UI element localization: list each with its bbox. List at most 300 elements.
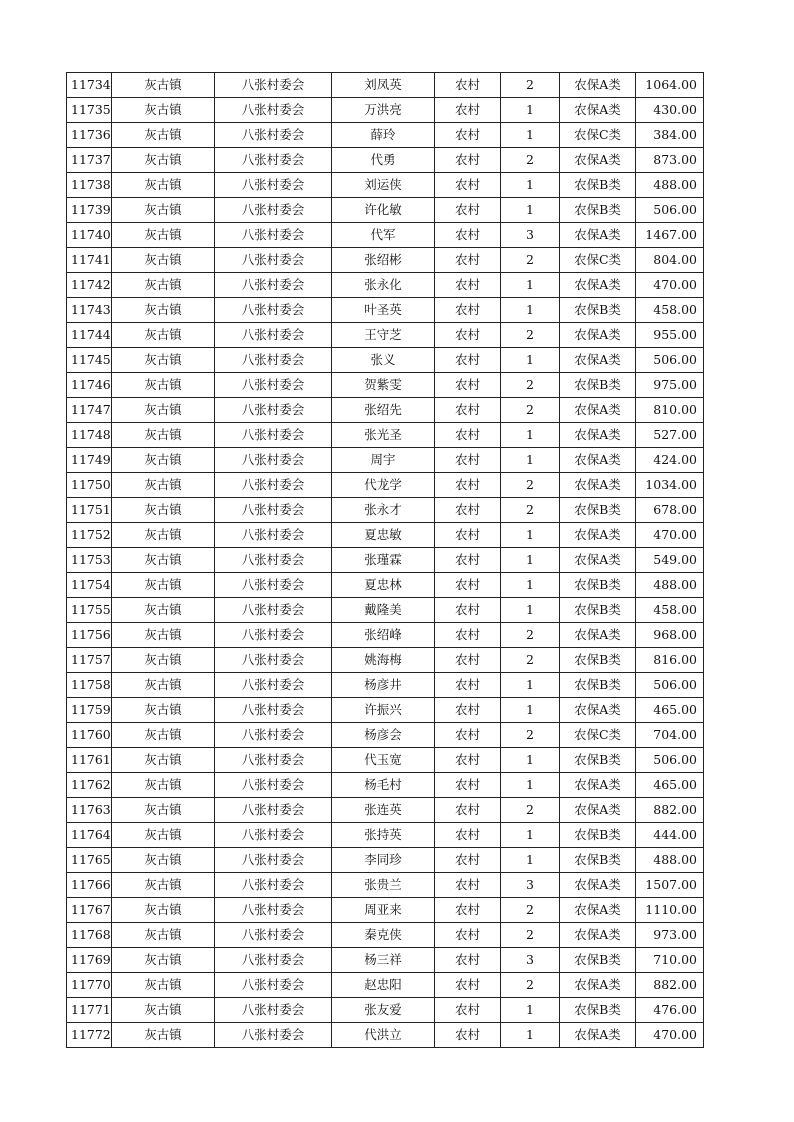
area-type-cell: 农村 (435, 148, 501, 173)
amount-cell: 804.00 (636, 248, 704, 273)
insurance-category-cell: 农保A类 (560, 873, 636, 898)
table-row (67, 323, 704, 348)
household-size-cell: 1 (501, 1023, 560, 1048)
record-id-cell: 11749 (67, 448, 112, 473)
record-id-cell: 11770 (67, 973, 112, 998)
insurance-category-cell: 农保A类 (560, 423, 636, 448)
area-type-cell: 农村 (435, 898, 501, 923)
person-name-cell: 杨三祥 (332, 948, 435, 973)
town-cell: 灰古镇 (112, 323, 215, 348)
table-row (67, 948, 704, 973)
household-size-cell: 1 (501, 998, 560, 1023)
town-cell: 灰古镇 (112, 598, 215, 623)
area-type-cell: 农村 (435, 223, 501, 248)
household-size-cell: 2 (501, 148, 560, 173)
table-row (67, 898, 704, 923)
amount-cell: 470.00 (636, 273, 704, 298)
village-committee-cell: 八张村委会 (215, 673, 332, 698)
person-name-cell: 杨彦井 (332, 673, 435, 698)
village-committee-cell: 八张村委会 (215, 773, 332, 798)
record-id-cell: 11745 (67, 348, 112, 373)
town-cell: 灰古镇 (112, 223, 215, 248)
town-cell: 灰古镇 (112, 823, 215, 848)
village-committee-cell: 八张村委会 (215, 573, 332, 598)
table-row (67, 223, 704, 248)
amount-cell: 465.00 (636, 698, 704, 723)
amount-cell: 488.00 (636, 848, 704, 873)
person-name-cell: 许化敏 (332, 198, 435, 223)
table-row (67, 748, 704, 773)
village-committee-cell: 八张村委会 (215, 648, 332, 673)
amount-cell: 506.00 (636, 748, 704, 773)
village-committee-cell: 八张村委会 (215, 548, 332, 573)
table-row (67, 298, 704, 323)
town-cell: 灰古镇 (112, 923, 215, 948)
household-size-cell: 1 (501, 348, 560, 373)
household-size-cell: 1 (501, 523, 560, 548)
village-committee-cell: 八张村委会 (215, 498, 332, 523)
record-id-cell: 11758 (67, 673, 112, 698)
insurance-category-cell: 农保A类 (560, 973, 636, 998)
amount-cell: 1110.00 (636, 898, 704, 923)
person-name-cell: 李同珍 (332, 848, 435, 873)
table-row (67, 973, 704, 998)
area-type-cell: 农村 (435, 823, 501, 848)
person-name-cell: 杨毛村 (332, 773, 435, 798)
area-type-cell: 农村 (435, 523, 501, 548)
insurance-category-cell: 农保B类 (560, 648, 636, 673)
town-cell: 灰古镇 (112, 848, 215, 873)
area-type-cell: 农村 (435, 623, 501, 648)
insurance-category-cell: 农保A类 (560, 323, 636, 348)
town-cell: 灰古镇 (112, 73, 215, 98)
table-row (67, 448, 704, 473)
town-cell: 灰古镇 (112, 498, 215, 523)
insurance-category-cell: 农保A类 (560, 623, 636, 648)
record-id-cell: 11746 (67, 373, 112, 398)
household-size-cell: 3 (501, 223, 560, 248)
table-row (67, 1023, 704, 1048)
person-name-cell: 张永化 (332, 273, 435, 298)
town-cell: 灰古镇 (112, 673, 215, 698)
amount-cell: 882.00 (636, 798, 704, 823)
amount-cell: 1507.00 (636, 873, 704, 898)
town-cell: 灰古镇 (112, 998, 215, 1023)
area-type-cell: 农村 (435, 373, 501, 398)
table-row (67, 698, 704, 723)
insurance-category-cell: 农保B类 (560, 748, 636, 773)
amount-cell: 488.00 (636, 573, 704, 598)
household-size-cell: 2 (501, 973, 560, 998)
amount-cell: 465.00 (636, 773, 704, 798)
village-committee-cell: 八张村委会 (215, 848, 332, 873)
household-size-cell: 1 (501, 573, 560, 598)
person-name-cell: 姚海梅 (332, 648, 435, 673)
record-id-cell: 11743 (67, 298, 112, 323)
household-size-cell: 2 (501, 923, 560, 948)
record-id-cell: 11750 (67, 473, 112, 498)
household-size-cell: 1 (501, 98, 560, 123)
insurance-category-cell: 农保B类 (560, 298, 636, 323)
table-row (67, 398, 704, 423)
person-name-cell: 张友爱 (332, 998, 435, 1023)
insurance-category-cell: 农保B类 (560, 823, 636, 848)
insurance-category-cell: 农保A类 (560, 898, 636, 923)
insurance-category-cell: 农保A类 (560, 148, 636, 173)
amount-cell: 678.00 (636, 498, 704, 523)
town-cell: 灰古镇 (112, 123, 215, 148)
insurance-category-cell: 农保B类 (560, 998, 636, 1023)
record-id-cell: 11736 (67, 123, 112, 148)
area-type-cell: 农村 (435, 498, 501, 523)
village-committee-cell: 八张村委会 (215, 698, 332, 723)
table-row (67, 473, 704, 498)
town-cell: 灰古镇 (112, 748, 215, 773)
person-name-cell: 夏忠林 (332, 573, 435, 598)
village-committee-cell: 八张村委会 (215, 798, 332, 823)
person-name-cell: 许振兴 (332, 698, 435, 723)
area-type-cell: 农村 (435, 73, 501, 98)
town-cell: 灰古镇 (112, 898, 215, 923)
person-name-cell: 张连英 (332, 798, 435, 823)
household-size-cell: 2 (501, 723, 560, 748)
record-id-cell: 11765 (67, 848, 112, 873)
household-size-cell: 1 (501, 298, 560, 323)
town-cell: 灰古镇 (112, 648, 215, 673)
insurance-category-cell: 农保B类 (560, 573, 636, 598)
person-name-cell: 张瑾霖 (332, 548, 435, 573)
person-name-cell: 代龙学 (332, 473, 435, 498)
village-committee-cell: 八张村委会 (215, 723, 332, 748)
amount-cell: 470.00 (636, 1023, 704, 1048)
household-size-cell: 2 (501, 323, 560, 348)
record-id-cell: 11741 (67, 248, 112, 273)
amount-cell: 704.00 (636, 723, 704, 748)
household-size-cell: 2 (501, 798, 560, 823)
record-id-cell: 11744 (67, 323, 112, 348)
insurance-category-cell: 农保A类 (560, 548, 636, 573)
table-row (67, 873, 704, 898)
village-committee-cell: 八张村委会 (215, 398, 332, 423)
village-committee-cell: 八张村委会 (215, 898, 332, 923)
table-row (67, 173, 704, 198)
household-size-cell: 2 (501, 898, 560, 923)
insurance-category-cell: 农保B类 (560, 848, 636, 873)
household-size-cell: 1 (501, 773, 560, 798)
record-id-cell: 11740 (67, 223, 112, 248)
area-type-cell: 农村 (435, 998, 501, 1023)
town-cell: 灰古镇 (112, 448, 215, 473)
amount-cell: 527.00 (636, 423, 704, 448)
village-committee-cell: 八张村委会 (215, 198, 332, 223)
record-id-cell: 11769 (67, 948, 112, 973)
village-committee-cell: 八张村委会 (215, 523, 332, 548)
village-committee-cell: 八张村委会 (215, 298, 332, 323)
person-name-cell: 薛玲 (332, 123, 435, 148)
town-cell: 灰古镇 (112, 1023, 215, 1048)
village-committee-cell: 八张村委会 (215, 473, 332, 498)
person-name-cell: 张绍峰 (332, 623, 435, 648)
record-id-cell: 11759 (67, 698, 112, 723)
record-id-cell: 11748 (67, 423, 112, 448)
table-row (67, 348, 704, 373)
household-size-cell: 1 (501, 448, 560, 473)
person-name-cell: 戴隆美 (332, 598, 435, 623)
town-cell: 灰古镇 (112, 723, 215, 748)
area-type-cell: 农村 (435, 948, 501, 973)
town-cell: 灰古镇 (112, 148, 215, 173)
town-cell: 灰古镇 (112, 623, 215, 648)
village-committee-cell: 八张村委会 (215, 623, 332, 648)
area-type-cell: 农村 (435, 723, 501, 748)
insurance-category-cell: 农保A类 (560, 448, 636, 473)
amount-cell: 1034.00 (636, 473, 704, 498)
area-type-cell: 农村 (435, 873, 501, 898)
record-id-cell: 11763 (67, 798, 112, 823)
amount-cell: 384.00 (636, 123, 704, 148)
village-committee-cell: 八张村委会 (215, 248, 332, 273)
village-committee-cell: 八张村委会 (215, 73, 332, 98)
town-cell: 灰古镇 (112, 398, 215, 423)
area-type-cell: 农村 (435, 248, 501, 273)
area-type-cell: 农村 (435, 548, 501, 573)
village-committee-cell: 八张村委会 (215, 948, 332, 973)
area-type-cell: 农村 (435, 973, 501, 998)
amount-cell: 506.00 (636, 198, 704, 223)
table-row (67, 148, 704, 173)
table-row (67, 248, 704, 273)
area-type-cell: 农村 (435, 698, 501, 723)
insurance-category-cell: 农保B类 (560, 198, 636, 223)
person-name-cell: 王守芝 (332, 323, 435, 348)
table-row (67, 923, 704, 948)
amount-cell: 973.00 (636, 923, 704, 948)
person-name-cell: 张绍彬 (332, 248, 435, 273)
person-name-cell: 代勇 (332, 148, 435, 173)
table-row (67, 823, 704, 848)
area-type-cell: 农村 (435, 773, 501, 798)
amount-cell: 488.00 (636, 173, 704, 198)
record-id-cell: 11764 (67, 823, 112, 848)
record-id-cell: 11772 (67, 1023, 112, 1048)
town-cell: 灰古镇 (112, 473, 215, 498)
household-size-cell: 2 (501, 648, 560, 673)
record-id-cell: 11735 (67, 98, 112, 123)
town-cell: 灰古镇 (112, 273, 215, 298)
insurance-category-cell: 农保B类 (560, 598, 636, 623)
person-name-cell: 刘运侠 (332, 173, 435, 198)
record-id-cell: 11753 (67, 548, 112, 573)
table-row (67, 98, 704, 123)
village-committee-cell: 八张村委会 (215, 823, 332, 848)
person-name-cell: 张光圣 (332, 423, 435, 448)
village-committee-cell: 八张村委会 (215, 373, 332, 398)
table-row (67, 673, 704, 698)
area-type-cell: 农村 (435, 123, 501, 148)
person-name-cell: 张持英 (332, 823, 435, 848)
town-cell: 灰古镇 (112, 423, 215, 448)
village-committee-cell: 八张村委会 (215, 598, 332, 623)
household-size-cell: 2 (501, 498, 560, 523)
insurance-category-cell: 农保A类 (560, 798, 636, 823)
person-name-cell: 张贵兰 (332, 873, 435, 898)
table-row (67, 498, 704, 523)
person-name-cell: 贺紫雯 (332, 373, 435, 398)
town-cell: 灰古镇 (112, 973, 215, 998)
area-type-cell: 农村 (435, 848, 501, 873)
amount-cell: 458.00 (636, 298, 704, 323)
insurance-category-cell: 农保B类 (560, 948, 636, 973)
area-type-cell: 农村 (435, 398, 501, 423)
record-id-cell: 11755 (67, 598, 112, 623)
table-row (67, 523, 704, 548)
record-id-cell: 11766 (67, 873, 112, 898)
roster-table (66, 72, 704, 1048)
town-cell: 灰古镇 (112, 298, 215, 323)
town-cell: 灰古镇 (112, 773, 215, 798)
amount-cell: 549.00 (636, 548, 704, 573)
village-committee-cell: 八张村委会 (215, 748, 332, 773)
person-name-cell: 万洪亮 (332, 98, 435, 123)
insurance-category-cell: 农保A类 (560, 398, 636, 423)
household-size-cell: 2 (501, 398, 560, 423)
table-row (67, 998, 704, 1023)
town-cell: 灰古镇 (112, 173, 215, 198)
person-name-cell: 刘凤英 (332, 73, 435, 98)
person-name-cell: 代洪立 (332, 1023, 435, 1048)
insurance-category-cell: 农保A类 (560, 73, 636, 98)
table-row (67, 798, 704, 823)
table-row (67, 548, 704, 573)
record-id-cell: 11771 (67, 998, 112, 1023)
person-name-cell: 代军 (332, 223, 435, 248)
household-size-cell: 1 (501, 123, 560, 148)
record-id-cell: 11751 (67, 498, 112, 523)
insurance-category-cell: 农保A类 (560, 223, 636, 248)
area-type-cell: 农村 (435, 98, 501, 123)
amount-cell: 458.00 (636, 598, 704, 623)
table-row (67, 73, 704, 98)
insurance-category-cell: 农保A类 (560, 1023, 636, 1048)
person-name-cell: 叶圣英 (332, 298, 435, 323)
table-row (67, 123, 704, 148)
table-row (67, 273, 704, 298)
person-name-cell: 代玉宽 (332, 748, 435, 773)
area-type-cell: 农村 (435, 473, 501, 498)
village-committee-cell: 八张村委会 (215, 923, 332, 948)
insurance-category-cell: 农保A类 (560, 773, 636, 798)
village-committee-cell: 八张村委会 (215, 173, 332, 198)
household-size-cell: 1 (501, 273, 560, 298)
amount-cell: 424.00 (636, 448, 704, 473)
village-committee-cell: 八张村委会 (215, 873, 332, 898)
area-type-cell: 农村 (435, 448, 501, 473)
town-cell: 灰古镇 (112, 98, 215, 123)
record-id-cell: 11747 (67, 398, 112, 423)
person-name-cell: 赵忠阳 (332, 973, 435, 998)
record-id-cell: 11738 (67, 173, 112, 198)
household-size-cell: 1 (501, 698, 560, 723)
area-type-cell: 农村 (435, 598, 501, 623)
village-committee-cell: 八张村委会 (215, 448, 332, 473)
household-size-cell: 1 (501, 173, 560, 198)
household-size-cell: 1 (501, 423, 560, 448)
insurance-category-cell: 农保A类 (560, 473, 636, 498)
insurance-category-cell: 农保A类 (560, 273, 636, 298)
town-cell: 灰古镇 (112, 523, 215, 548)
amount-cell: 810.00 (636, 398, 704, 423)
household-size-cell: 2 (501, 623, 560, 648)
record-id-cell: 11762 (67, 773, 112, 798)
amount-cell: 430.00 (636, 98, 704, 123)
record-id-cell: 11767 (67, 898, 112, 923)
person-name-cell: 周亚来 (332, 898, 435, 923)
insurance-category-cell: 农保A类 (560, 923, 636, 948)
town-cell: 灰古镇 (112, 248, 215, 273)
area-type-cell: 农村 (435, 348, 501, 373)
table-row (67, 573, 704, 598)
amount-cell: 710.00 (636, 948, 704, 973)
insurance-category-cell: 农保C类 (560, 123, 636, 148)
area-type-cell: 农村 (435, 648, 501, 673)
amount-cell: 882.00 (636, 973, 704, 998)
amount-cell: 816.00 (636, 648, 704, 673)
area-type-cell: 农村 (435, 323, 501, 348)
amount-cell: 873.00 (636, 148, 704, 173)
household-size-cell: 3 (501, 948, 560, 973)
roster-body (67, 73, 704, 1048)
village-committee-cell: 八张村委会 (215, 98, 332, 123)
amount-cell: 476.00 (636, 998, 704, 1023)
insurance-category-cell: 农保B类 (560, 673, 636, 698)
area-type-cell: 农村 (435, 173, 501, 198)
village-committee-cell: 八张村委会 (215, 148, 332, 173)
record-id-cell: 11739 (67, 198, 112, 223)
area-type-cell: 农村 (435, 673, 501, 698)
person-name-cell: 秦克侠 (332, 923, 435, 948)
record-id-cell: 11754 (67, 573, 112, 598)
amount-cell: 444.00 (636, 823, 704, 848)
table-row (67, 198, 704, 223)
table-row (67, 623, 704, 648)
insurance-category-cell: 农保B类 (560, 373, 636, 398)
household-size-cell: 2 (501, 73, 560, 98)
person-name-cell: 张绍先 (332, 398, 435, 423)
household-size-cell: 3 (501, 873, 560, 898)
village-committee-cell: 八张村委会 (215, 973, 332, 998)
insurance-category-cell: 农保B类 (560, 173, 636, 198)
village-committee-cell: 八张村委会 (215, 348, 332, 373)
person-name-cell: 张永才 (332, 498, 435, 523)
area-type-cell: 农村 (435, 273, 501, 298)
table-row (67, 598, 704, 623)
village-committee-cell: 八张村委会 (215, 1023, 332, 1048)
table-row (67, 423, 704, 448)
area-type-cell: 农村 (435, 298, 501, 323)
amount-cell: 955.00 (636, 323, 704, 348)
village-committee-cell: 八张村委会 (215, 423, 332, 448)
household-size-cell: 1 (501, 598, 560, 623)
insurance-category-cell: 农保C类 (560, 723, 636, 748)
record-id-cell: 11737 (67, 148, 112, 173)
table-row (67, 773, 704, 798)
town-cell: 灰古镇 (112, 573, 215, 598)
amount-cell: 1467.00 (636, 223, 704, 248)
record-id-cell: 11752 (67, 523, 112, 548)
household-size-cell: 1 (501, 848, 560, 873)
area-type-cell: 农村 (435, 798, 501, 823)
town-cell: 灰古镇 (112, 873, 215, 898)
